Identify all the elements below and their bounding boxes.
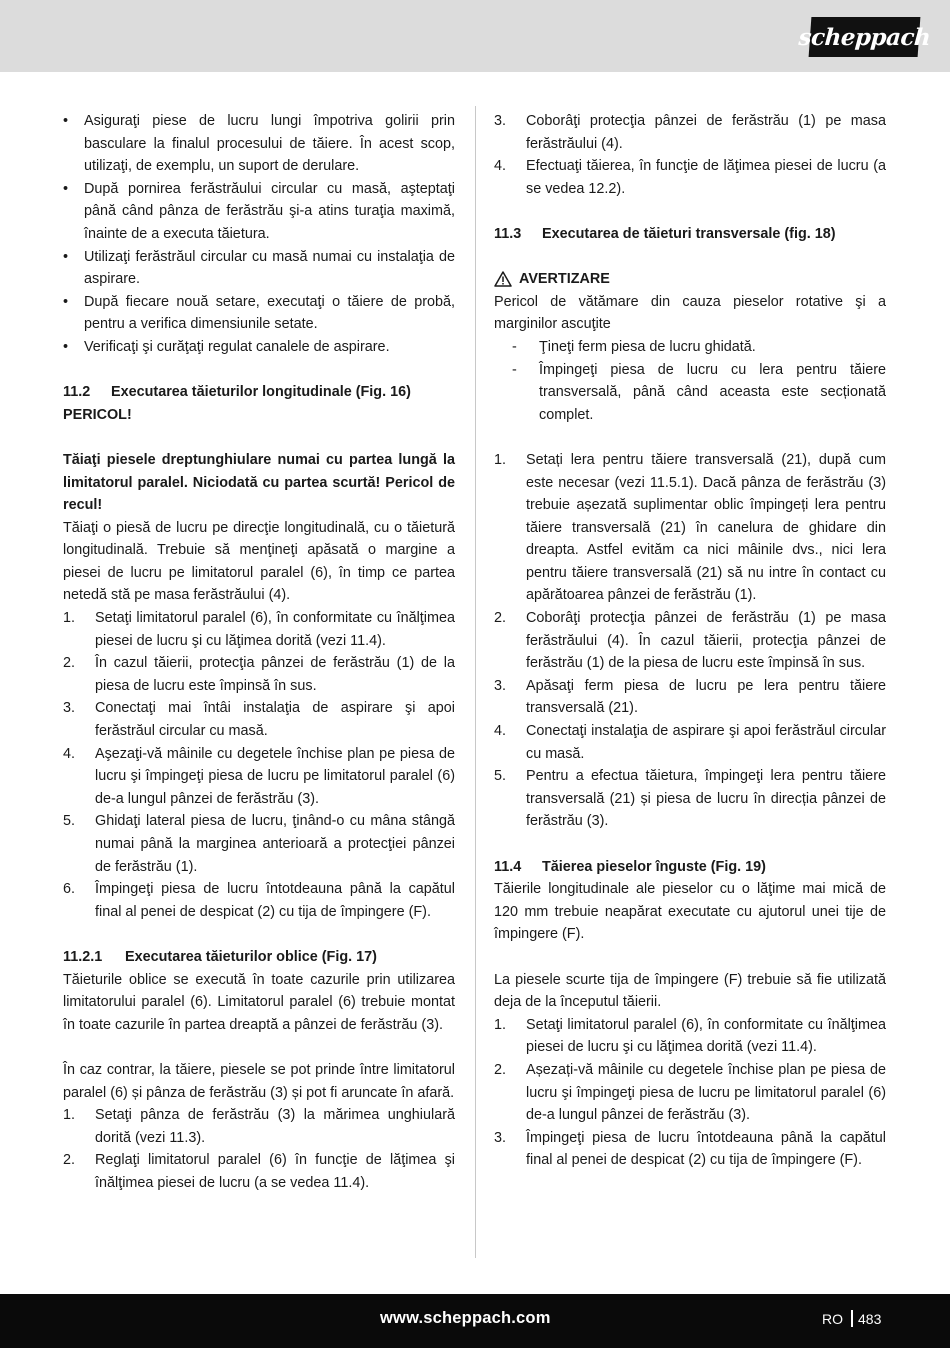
list-item: 2. Reglaţi limitatorul paralel (6) în funcţie de lăţimea şi înălţimea piesei de lucru (a se vedea 11.4). xyxy=(63,1152,455,1191)
list-item: 1. Setaţi limitatorul paralel (6), în conformitate cu înălţimea piesei de lucru şi cu lăţimea dorită (vezi 11.4). xyxy=(494,1016,886,1056)
website-link[interactable]: www.scheppach.com xyxy=(380,1309,551,1327)
warning-triangle-icon xyxy=(494,271,512,287)
column-divider xyxy=(475,106,476,1258)
list-item: • Asiguraţi piese de lucru lungi împotriva golirii prin basculare la finalul procesului de tăiere. În acest scop, utilizaţi, de exemplu, un suport de derulare. xyxy=(63,113,455,175)
list-item: 4. Aşezaţi-vă mâinile cu degetele închise plan pe piesa de lucru şi împingeţi piesa de lucru pe limitatorul paralel (6) de-a lungul pânzei de ferăstrău (3). xyxy=(63,745,455,807)
paragraph: La piesele scurte tija de împingere (F) trebuie să fie utilizată deja de la începutul tăierii. xyxy=(494,971,886,1011)
list-item: • După fiecare nouă setare, executaţi o tăiere de probă, pentru a verifica dimensiunile setate. xyxy=(63,293,455,333)
left-column xyxy=(63,110,455,1195)
paragraph: Tăieturile oblice se execută în toate cazurile prin utilizarea limitatorului paralel (6). Limitatorul paralel (6) trebuie montat în toate cazurile în partea dreaptă a pânzei de ferăstrău (3). xyxy=(63,971,455,1033)
warning-text: Pericol de vătămare din cauza pieselor rotative şi a marginilor ascuţite xyxy=(494,293,886,333)
section-heading-11-2-1: 11.2.1 Executarea tăieturilor oblice (Fig. 17) xyxy=(63,948,377,965)
section-heading-11-3: 11.3 Executarea de tăieturi transversale (fig. 18) xyxy=(494,225,836,242)
list-item: 2. Așezați-vă mâinile cu degetele închise plan pe piesa de lucru şi împingeţi piesa de lucru pe limitatorul paralel (6) de-a lungul pânzei de ferăstrău (3). xyxy=(494,1061,886,1124)
paragraph: În caz contrar, la tăiere, piesele se pot prinde între limitatorul paralel (6) și pânza de ferăstrău (3) și pot fi aruncate în afară. xyxy=(63,1061,455,1101)
list-item: 1. Setaţi limitatorul paralel (6), în conformitate cu înălţimea piesei de lucru şi cu lăţimea dorită (vezi 11.4). xyxy=(63,610,455,649)
list-item: 5. Ghidaţi lateral piesa de lucru, ţinând-o cu mâna stângă numai până la marginea anterioară a protecţiei pânzei de ferăstrău (1). xyxy=(63,813,455,875)
danger-label: PERICOL! xyxy=(63,406,132,423)
danger-text: Tăiaţi piesele dreptunghiulare numai cu partea lungă la limitatorul paralel. Niciodată cu partea scurtă! Pericol de recul! xyxy=(63,451,455,514)
list-item: 5. Pentru a efectua tăietura, împingeţi lera pentru tăiere transversală (21) și piesa de lucru în direcția pânzei de ferăstrău (3). xyxy=(494,768,886,830)
list-item: - Ţineţi ferm piesa de lucru ghidată. xyxy=(512,338,756,355)
section-heading-11-2: 11.2 Executarea tăieturilor longitudinale (Fig. 16) xyxy=(63,384,411,401)
list-item: 3. Coborâţi protecţia pânzei de ferăstrău (1) pe masa ferăstrăului (4). xyxy=(494,113,886,152)
list-item: 6. Împingeţi piesa de lucru întotdeauna până la capătul final al penei de despicat (2) cu tija de împingere (F). xyxy=(63,881,455,920)
paragraph: Tăierile longitudinale ale pieselor cu o lăţime mai mică de 120 mm trebuie neapărat executate cu ajutorul unei tije de împingere (F). xyxy=(494,881,886,943)
paragraph: Tăiaţi o piesă de lucru pe direcţie longitudinală, cu o tăietură longitudinală. Trebuie să menţineţi apăsată o margine a piesei de lucru pe limitatorul paralel (6), în timp ce partea netedă stă pe masa ferăstrăului (4). xyxy=(63,519,455,604)
list-item: 1. Setați lera pentru tăiere transversală (21), după cum este necesar (vezi 11.5.1). Dacă pânza de ferăstrău (3) trebuie așezată suplimentar oblic împingeți lera pentru tăiere transversală (21) în canelura de ghidare din dreapta. Astfel evităm ca nici mâinile dvs., nici lera pentru tăiere transversală (21) să nu intre în contact cu apărătoarea pânzei de ferăstrău (1). xyxy=(494,451,886,604)
list-item: 2. Coborâţi protecţia pânzei de ferăstrău (1) pe masa ferăstrăului (4). În cazul tăierii, protecţia pânzei de ferăstrău (1) de la piesa de lucru este împinsă în sus. xyxy=(494,610,886,672)
scheppach-logo: scheppach xyxy=(809,17,921,57)
page-number: 483 xyxy=(858,1311,882,1327)
section-heading-11-4: 11.4 Tăierea pieselor înguste (Fig. 19) xyxy=(494,858,766,875)
header-bar xyxy=(0,0,950,72)
footer-separator xyxy=(851,1310,853,1327)
footer-bar xyxy=(0,1294,950,1348)
list-item: 4. Efectuaţi tăierea, în funcţie de lăţimea piesei de lucru (a se vedea 12.2). xyxy=(494,158,886,197)
list-item: • După pornirea ferăstrăului circular cu masă, aşteptaţi până când pânza de ferăstrău şi-a atins turaţia maximă, înainte de a executa tăietura. xyxy=(63,180,455,242)
list-item: 4. Conectaţi instalaţia de aspirare şi apoi ferăstrăul circular cu masă. xyxy=(494,723,886,762)
list-item: 3. Apăsaţi ferm piesa de lucru pe lera pentru tăiere transversală (21). xyxy=(494,677,886,717)
list-item: • Verificaţi şi curăţaţi regulat canalele de aspirare. xyxy=(63,338,390,355)
list-item: 3. Conectaţi mai întâi instalaţia de aspirare şi apoi ferăstrăul circular cu masă. xyxy=(63,700,455,740)
list-item: • Utilizaţi ferăstrăul circular cu masă numai cu instalaţia de aspirare. xyxy=(63,248,455,288)
language-code: RO xyxy=(822,1311,843,1327)
list-item: 1. Setaţi pânza de ferăstrău (3) la mărimea unghiulară dorită (vezi 11.3). xyxy=(63,1107,455,1146)
list-item: 3. Împingeţi piesa de lucru întotdeauna până la capătul final al penei de despicat (2) cu tija de împingere (F). xyxy=(494,1129,886,1169)
warning-heading: AVERTIZARE xyxy=(494,268,886,291)
list-item: - Împingeţi piesa de lucru cu lera pentru tăiere transversală, până când aceasta este secționată complet. xyxy=(512,361,886,423)
list-item: 2. În cazul tăierii, protecţia pânzei de ferăstrău (1) de la piesa de lucru este împinsă în sus. xyxy=(63,655,455,694)
right-column xyxy=(494,110,886,1172)
